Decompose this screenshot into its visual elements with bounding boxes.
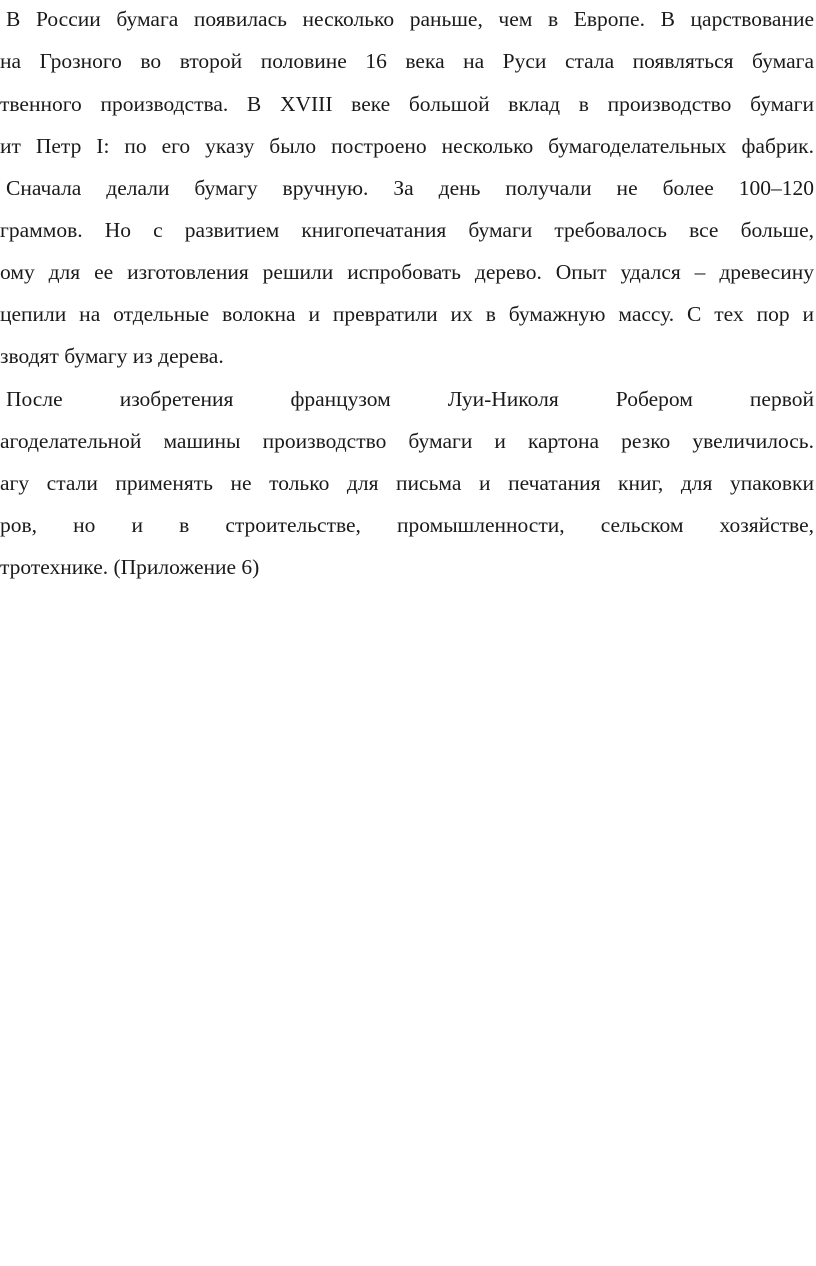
paragraph-3-line-1: После изобретения французом Луи-Николя Робером первой — [6, 387, 814, 411]
paragraph-2-line-1: Сначала делали бумагу вручную. За день получали не более 100–120 — [6, 176, 814, 200]
paragraph-1-line-1: В России бумага появилась несколько раньше, чем в Европе. В царствование — [6, 7, 814, 31]
paragraph-1-line-4: ит Петр I: по его указу было построено несколько бумагоделательных фабрик. — [0, 134, 814, 158]
paragraph-1-line-3: твенного производства. В XVIII веке большой вклад в производство бумаги — [0, 92, 814, 116]
paragraph-2-line-3: ому для ее изготовления решили испробовать дерево. Опыт удался – древесину — [0, 260, 814, 284]
paragraph-3-line-4: ров, но и в строительстве, промышленности, сельском хозяйстве, — [0, 513, 814, 537]
paragraph-2-line-5: зводят бумагу из дерева. — [0, 344, 224, 368]
paragraph-1-line-2: на Грозного во второй половине 16 века на Руси стала появляться бумага — [0, 49, 814, 73]
paragraph-3-line-5: тротехнике. (Приложение 6) — [0, 555, 260, 579]
paragraph-3-line-3: агу стали применять не только для письма и печатания книг, для упаковки — [0, 471, 814, 495]
paragraph-2-line-2: граммов. Но с развитием книгопечатания бумаги требовалось все больше, — [0, 218, 814, 242]
paragraph-3-line-2: агоделательной машины производство бумаги и картона резко увеличилось. — [0, 429, 814, 453]
paragraph-2-line-4: цепили на отдельные волокна и превратили их в бумажную массу. С тех пор и — [0, 302, 814, 326]
